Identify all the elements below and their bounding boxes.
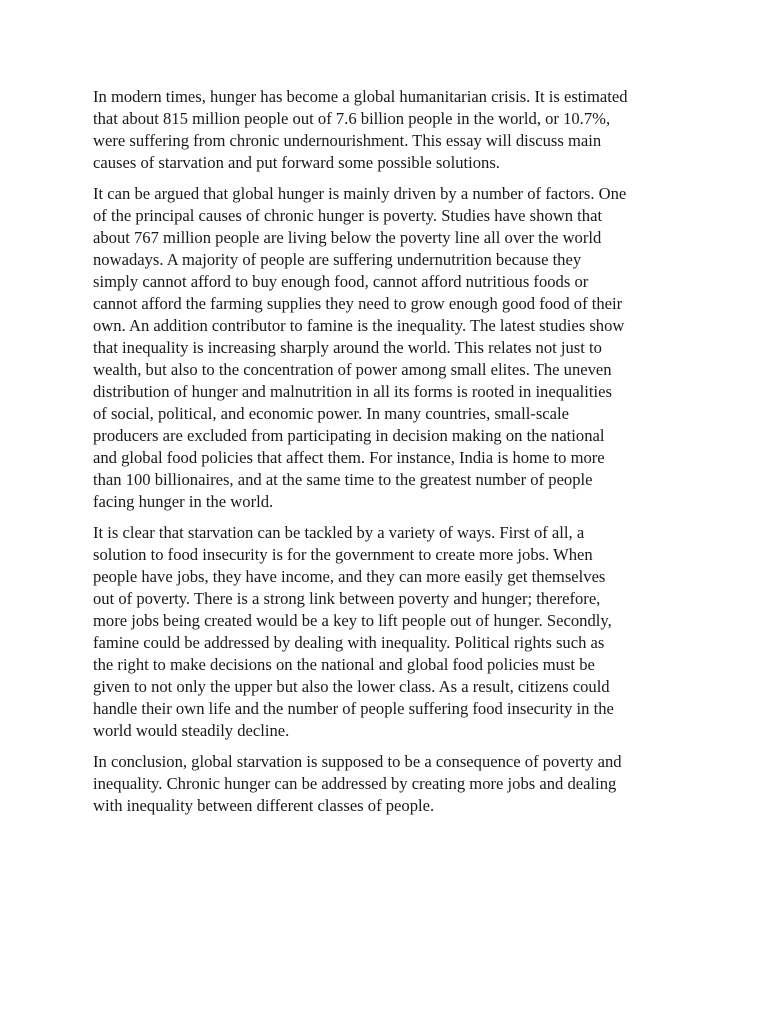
text-line: It is clear that starvation can be tackled by a variety of ways. First of all, a (93, 523, 585, 542)
text-line: It can be argued that global hunger is mainly driven by a number of factors. One (93, 184, 627, 203)
text-line: and global food policies that affect them. For instance, India is home to more (93, 448, 605, 467)
text-line: given to not only the upper but also the lower class. As a result, citizens could (93, 677, 610, 696)
text-line: cannot afford the farming supplies they need to grow enough good food of their (93, 294, 623, 313)
text-line: own. An addition contributor to famine is the inequality. The latest studies show (93, 316, 625, 335)
text-line: more jobs being created would be a key to lift people out of hunger. Secondly, (93, 611, 612, 630)
text-line: producers are excluded from participating in decision making on the national (93, 426, 605, 445)
essay-paragraph-conclusion (93, 751, 709, 817)
text-line: In conclusion, global starvation is supposed to be a consequence of poverty and (93, 752, 622, 771)
text-line: simply cannot afford to buy enough food, cannot afford nutritious foods or (93, 272, 589, 291)
text-line: world would steadily decline. (93, 721, 290, 740)
text-line: than 100 billionaires, and at the same time to the greatest number of people (93, 470, 593, 489)
text-line: causes of starvation and put forward some possible solutions. (93, 153, 500, 172)
text-line: were suffering from chronic undernourishment. This essay will discuss main (93, 131, 602, 150)
essay-paragraph-solutions (93, 522, 709, 742)
text-line: In modern times, hunger has become a global humanitarian crisis. It is estimated (93, 87, 628, 106)
text-line: facing hunger in the world. (93, 492, 274, 511)
text-line: nowadays. A majority of people are suffering undernutrition because they (93, 250, 582, 269)
essay-paragraph-causes (93, 183, 709, 513)
text-line: that inequality is increasing sharply around the world. This relates not just to (93, 338, 602, 357)
text-line: solution to food insecurity is for the government to create more jobs. When (93, 545, 593, 564)
text-line: of social, political, and economic power. In many countries, small-scale (93, 404, 570, 423)
essay-paragraph-introduction (93, 86, 709, 174)
text-line: about 767 million people are living below the poverty line all over the world (93, 228, 602, 247)
text-line: wealth, but also to the concentration of power among small elites. The uneven (93, 360, 612, 379)
essay-body (93, 86, 709, 826)
text-line: out of poverty. There is a strong link between poverty and hunger; therefore, (93, 589, 601, 608)
text-line: handle their own life and the number of people suffering food insecurity in the (93, 699, 614, 718)
text-line: of the principal causes of chronic hunger is poverty. Studies have shown that (93, 206, 603, 225)
text-line: famine could be addressed by dealing with inequality. Political rights such as (93, 633, 605, 652)
text-line: the right to make decisions on the national and global food policies must be (93, 655, 595, 674)
text-line: with inequality between different classes of people. (93, 796, 435, 815)
text-line: that about 815 million people out of 7.6 billion people in the world, or 10.7%, (93, 109, 611, 128)
text-line: people have jobs, they have income, and they can more easily get themselves (93, 567, 606, 586)
text-line: distribution of hunger and malnutrition in all its forms is rooted in inequalities (93, 382, 612, 401)
text-line: inequality. Chronic hunger can be addressed by creating more jobs and dealing (93, 774, 617, 793)
